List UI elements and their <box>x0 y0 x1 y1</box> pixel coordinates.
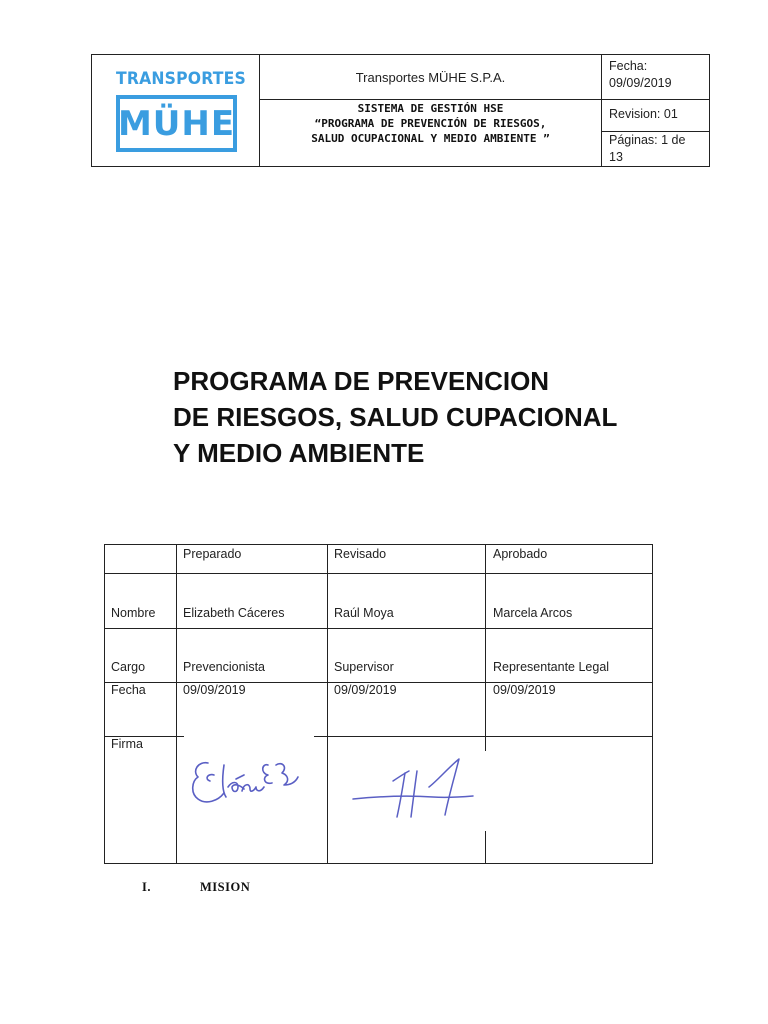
table-cell: 09/09/2019 <box>183 683 246 697</box>
table-cell: Representante Legal <box>493 660 610 674</box>
paginas-line: Páginas: 1 de <box>609 133 686 147</box>
section-title: MISION <box>200 880 251 894</box>
fecha-cell <box>603 58 709 92</box>
document-header <box>91 54 710 167</box>
signature-image <box>333 751 493 831</box>
table-divider <box>176 545 177 863</box>
title-line: PROGRAMA DE PREVENCION <box>173 366 550 396</box>
hse-system-title <box>260 100 601 167</box>
row-label: Fecha <box>111 683 146 697</box>
table-divider <box>105 573 652 574</box>
table-divider <box>327 545 328 863</box>
fecha-label: Fecha: <box>609 59 648 73</box>
hse-line: “PROGRAMA DE PREVENCIÓN DE RIESGOS, <box>314 117 547 130</box>
table-cell: Raúl Moya <box>334 606 394 620</box>
title-line: DE RIESGOS, SALUD CUPACIONAL <box>173 402 618 432</box>
paginas-cell <box>603 132 709 166</box>
table-cell: 09/09/2019 <box>334 683 397 697</box>
hse-line: SISTEMA DE GESTIÓN HSE <box>357 102 504 115</box>
hse-line: SALUD OCUPACIONAL Y MEDIO AMBIENTE ” <box>311 132 550 145</box>
table-cell: 09/09/2019 <box>493 683 556 697</box>
title-line: Y MEDIO AMBIENTE <box>173 438 425 468</box>
table-cell: Prevencionista <box>183 660 265 674</box>
fecha-value: 09/09/2019 <box>609 76 672 90</box>
logo-top-text: TRANSPORTES <box>116 69 246 89</box>
paginas-line: 13 <box>609 150 623 164</box>
row-label: Firma <box>111 737 143 751</box>
logo-word: MÜHE <box>117 103 236 144</box>
table-cell: Elizabeth Cáceres <box>183 606 285 620</box>
company-logo <box>93 56 259 166</box>
approval-table <box>104 544 653 864</box>
column-header: Aprobado <box>493 547 548 561</box>
column-header: Revisado <box>334 547 387 561</box>
table-cell: Marcela Arcos <box>493 606 573 620</box>
section-number: I. <box>142 880 151 894</box>
document-title <box>173 363 713 471</box>
table-cell: Supervisor <box>334 660 394 674</box>
revision-cell: Revision: 01 <box>609 107 678 121</box>
column-header: Preparado <box>183 547 242 561</box>
table-divider <box>105 628 652 629</box>
row-label: Nombre <box>111 606 156 620</box>
header-divider <box>601 55 602 166</box>
row-label: Cargo <box>111 660 146 674</box>
company-name: Transportes MÜHE S.P.A. <box>355 69 506 85</box>
signature-image <box>184 735 314 815</box>
logo-box <box>116 95 237 152</box>
